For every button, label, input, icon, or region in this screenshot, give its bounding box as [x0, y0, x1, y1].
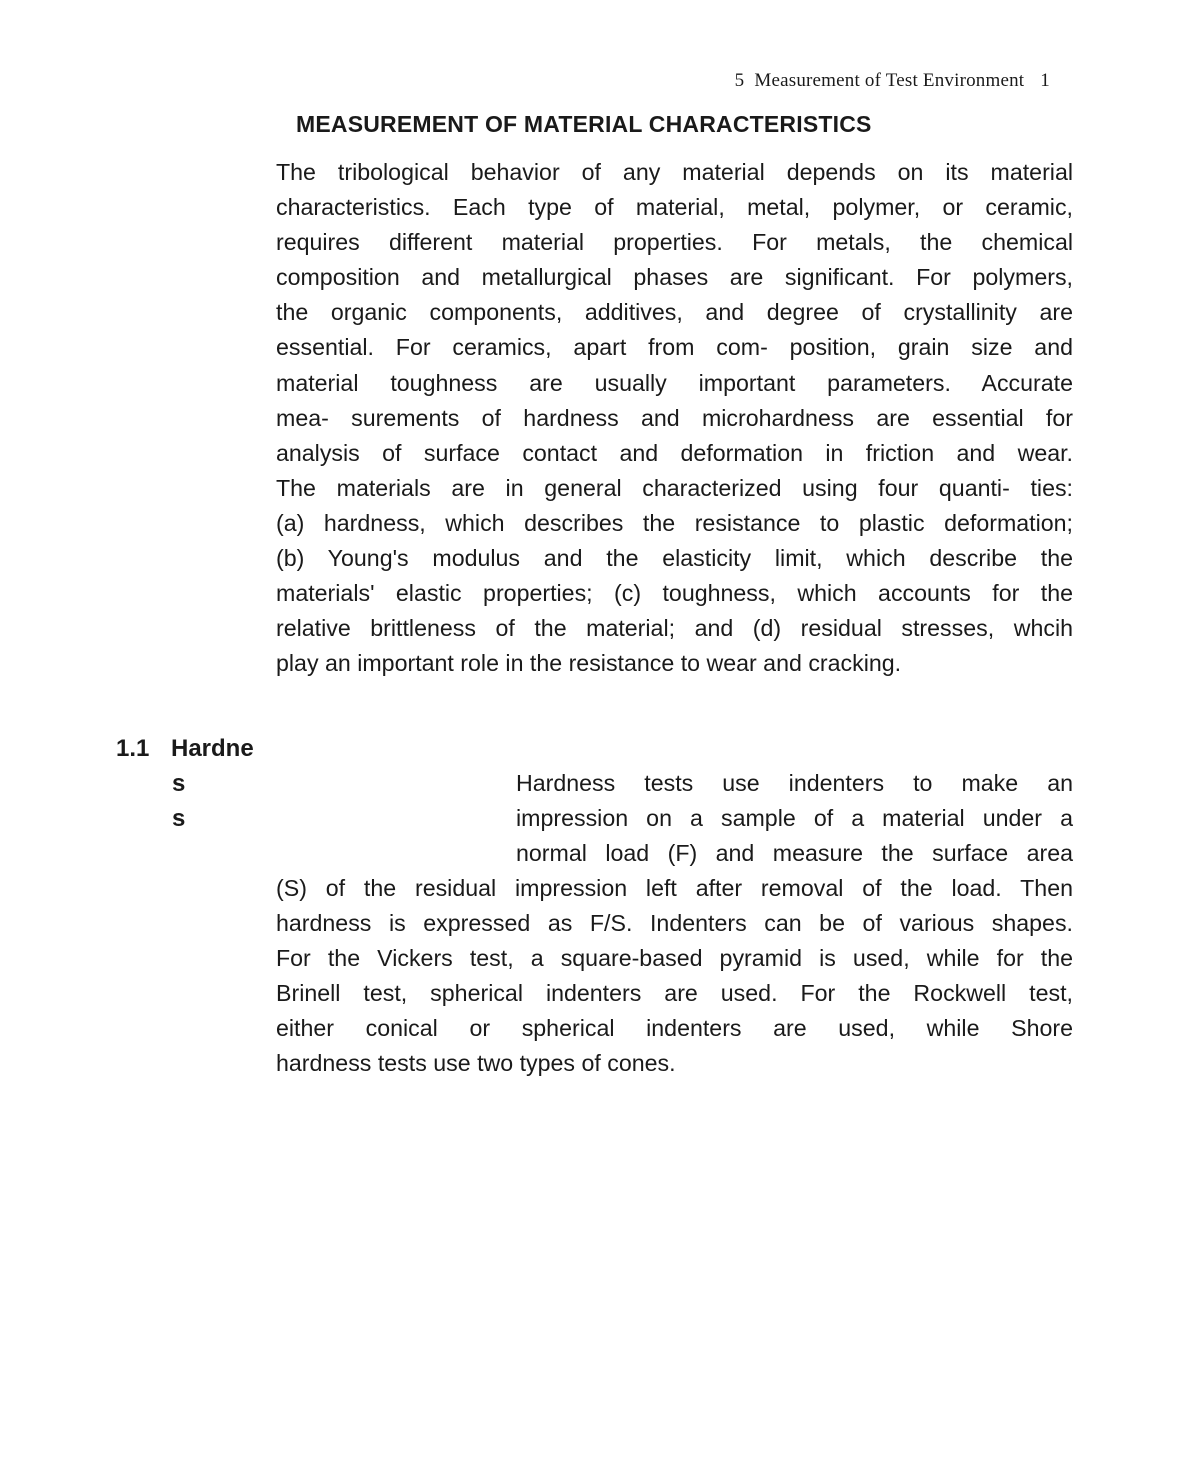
- running-header: [735, 70, 1050, 92]
- intro-line: essential. For ceramics, apart from com- position, grain size and: [276, 334, 1073, 361]
- section-line: normal load (F) and measure the surface area: [516, 840, 1073, 867]
- section-line: Hardness tests use indenters to make an: [516, 770, 1073, 796]
- header-chapter-title: Measurement of Test Environment: [754, 70, 1025, 91]
- intro-line: requires different material properties. For metals, the chemical: [276, 229, 1073, 256]
- section-line: hardness is expressed as F/S. Indenters can be of various shapes.: [276, 910, 1073, 937]
- section-first-lines: [516, 766, 1073, 871]
- intro-line: analysis of surface contact and deformation in friction and wear.: [276, 439, 1073, 466]
- header-chapter-number: 5: [734, 70, 745, 91]
- intro-line: materials' elastic properties; (c) toughness, which accounts for the: [276, 580, 1073, 607]
- section-line: hardness tests use two types of cones.: [276, 1050, 676, 1077]
- intro-line: material toughness are usually important parameters. Accurate: [276, 369, 1073, 396]
- intro-line: characteristics. Each type of material, metal, polymer, or ceramic,: [276, 194, 1073, 221]
- document-title: MEASUREMENT OF MATERIAL CHARACTERISTICS: [296, 111, 872, 137]
- section-title-wrap: [172, 766, 192, 836]
- intro-line: mea- surements of hardness and microhardness are essential for: [276, 404, 1073, 431]
- section-line: For the Vickers test, a square-based pyramid is used, while for the: [276, 945, 1073, 972]
- intro-line: play an important role in the resistance to wear and cracking.: [276, 650, 902, 677]
- section-heading: [116, 731, 254, 833]
- intro-line: (a) hardness, which describes the resistance to plastic deformation;: [276, 509, 1073, 536]
- section-number: 1.1: [116, 735, 150, 762]
- intro-line: the organic components, additives, and degree of crystallinity are: [276, 299, 1073, 326]
- intro-line: The tribological behavior of any material depends on its material: [276, 159, 1073, 185]
- section-line: impression on a sample of a material under a: [516, 805, 1073, 832]
- section-title-wrap-line: s: [172, 770, 186, 797]
- intro-line: composition and metallurgical phases are significant. For polymers,: [276, 264, 1073, 291]
- section-title-wrap-line: s: [172, 805, 186, 833]
- section-line: (S) of the residual impression left after removal of the load. Then: [276, 875, 1073, 901]
- intro-line: (b) Young's modulus and the elasticity limit, which describe the: [276, 545, 1073, 572]
- intro-paragraph: [276, 155, 1073, 681]
- header-page-number: 1: [1040, 70, 1050, 91]
- section-title: Hardne: [171, 735, 254, 762]
- section-line: either conical or spherical indenters are used, while Shore: [276, 1015, 1073, 1042]
- intro-line: relative brittleness of the material; and (d) residual stresses, whcih: [276, 615, 1073, 642]
- intro-line: The materials are in general characterized using four quanti- ties:: [276, 474, 1073, 501]
- section-paragraph: [276, 871, 1073, 1082]
- section-line: Brinell test, spherical indenters are used. For the Rockwell test,: [276, 980, 1073, 1007]
